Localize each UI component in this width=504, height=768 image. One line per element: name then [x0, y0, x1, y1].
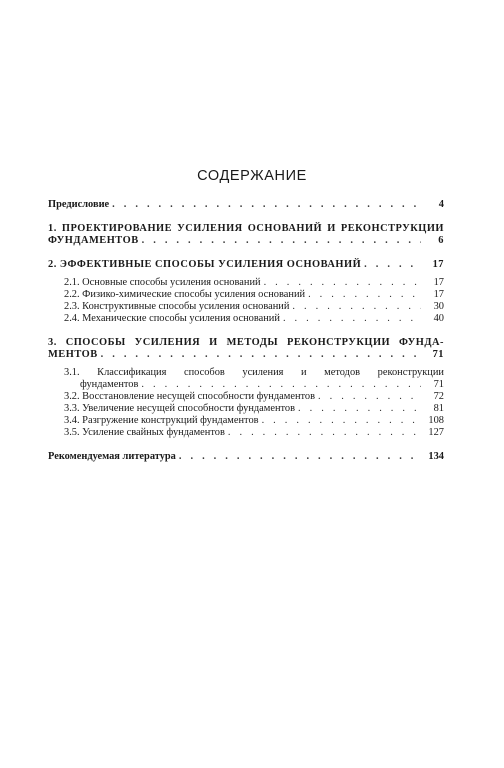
toc-page-number: 40: [433, 313, 444, 324]
toc-entry-label: 3.5. Усиление свайных фундаментов: [64, 427, 225, 438]
toc-entry-label-continued: МЕНТОВ: [48, 349, 98, 360]
leader-dots: [264, 277, 421, 289]
toc-entry-label: 2.4. Механические способы усиления оснований: [64, 313, 280, 324]
toc-entry-section-2-2[interactable]: [64, 289, 444, 301]
toc-entry-label: 3.3. Увеличение несущей способности фундаментов: [64, 403, 296, 414]
leader-dots: [298, 403, 421, 415]
toc-page-number: 71: [433, 379, 444, 390]
toc-entry-section-3-4[interactable]: [64, 415, 444, 427]
toc-entry-label-continued: фундаментов: [80, 379, 139, 390]
toc-title: СОДЕРЖАНИЕ: [197, 168, 307, 184]
leader-dots: [141, 379, 421, 391]
toc-page-number: 134: [428, 451, 444, 462]
toc-entry-label-continued: ФУНДАМЕНТОВ: [48, 235, 139, 246]
toc-entry-label: 2. ЭФФЕКТИВНЫЕ СПОСОБЫ УСИЛЕНИЯ ОСНОВАНИЙ: [48, 259, 362, 270]
chapter-2-sections: [48, 277, 444, 325]
toc-entry-label: 2.1. Основные способы усиления оснований: [64, 277, 261, 288]
leader-dots: [101, 349, 421, 361]
toc-entry-chapter-3[interactable]: [48, 337, 444, 361]
toc-entry-section-2-3[interactable]: [64, 301, 444, 313]
toc-entry-section-3-2[interactable]: [64, 391, 444, 403]
leader-dots: [142, 235, 421, 247]
toc-entry-label: 2.3. Конструктивные способы усиления оснований: [64, 301, 290, 312]
toc-entry-label: Предисловие: [48, 199, 110, 210]
toc-page-number: 30: [433, 301, 444, 312]
toc-entry-label: 3.1. Классификация способов усиления и методов реконструкции: [64, 367, 444, 378]
leader-dots: [318, 391, 421, 403]
toc-entry-label: 3. СПОСОБЫ УСИЛЕНИЯ И МЕТОДЫ РЕКОНСТРУКЦИИ ФУНДА-: [48, 337, 444, 348]
leader-dots: [292, 301, 421, 313]
toc-entry-section-3-3[interactable]: [64, 403, 444, 415]
toc-entry-label: 1. ПРОЕКТИРОВАНИЕ УСИЛЕНИЯ ОСНОВАНИЙ И РЕКОНСТРУКЦИИ: [48, 223, 444, 234]
toc-page-number: 108: [428, 415, 444, 426]
toc-entry-label: 2.2. Физико-химические способы усиления оснований: [64, 289, 306, 300]
toc-page-number: 81: [433, 403, 444, 414]
toc-entry-section-2-1[interactable]: [64, 277, 444, 289]
toc-page-number: 71: [432, 349, 444, 360]
leader-dots: [112, 199, 421, 211]
toc-page-number: 6: [438, 235, 444, 246]
leader-dots: [228, 427, 421, 439]
leader-dots: [179, 451, 421, 463]
toc-page-number: 127: [428, 427, 444, 438]
toc-entry-section-2-4[interactable]: [64, 313, 444, 325]
toc-page-number: 17: [433, 289, 444, 300]
toc-entry-chapter-2[interactable]: [48, 259, 444, 271]
toc-entry-section-3-1[interactable]: [64, 367, 444, 391]
leader-dots: [308, 289, 421, 301]
leader-dots: [283, 313, 421, 325]
toc-page-number: 72: [433, 391, 444, 402]
toc-entry-label: Рекомендуемая литература: [48, 451, 176, 462]
toc-entry-chapter-1[interactable]: [48, 223, 444, 247]
toc-page-number: 17: [432, 259, 444, 270]
toc-page-number: 4: [438, 199, 444, 210]
toc-entry-section-3-5[interactable]: [64, 427, 444, 439]
table-of-contents: [48, 199, 444, 463]
leader-dots: [262, 415, 421, 427]
chapter-3-sections: [48, 367, 444, 439]
toc-page-number: 17: [433, 277, 444, 288]
toc-entry-preface[interactable]: [48, 199, 444, 211]
toc-entry-label: 3.2. Восстановление несущей способности фундаментов: [64, 391, 316, 402]
leader-dots: [364, 259, 421, 271]
toc-entry-label: 3.4. Разгружение конструкций фундаментов: [64, 415, 259, 426]
toc-entry-literature[interactable]: [48, 451, 444, 463]
